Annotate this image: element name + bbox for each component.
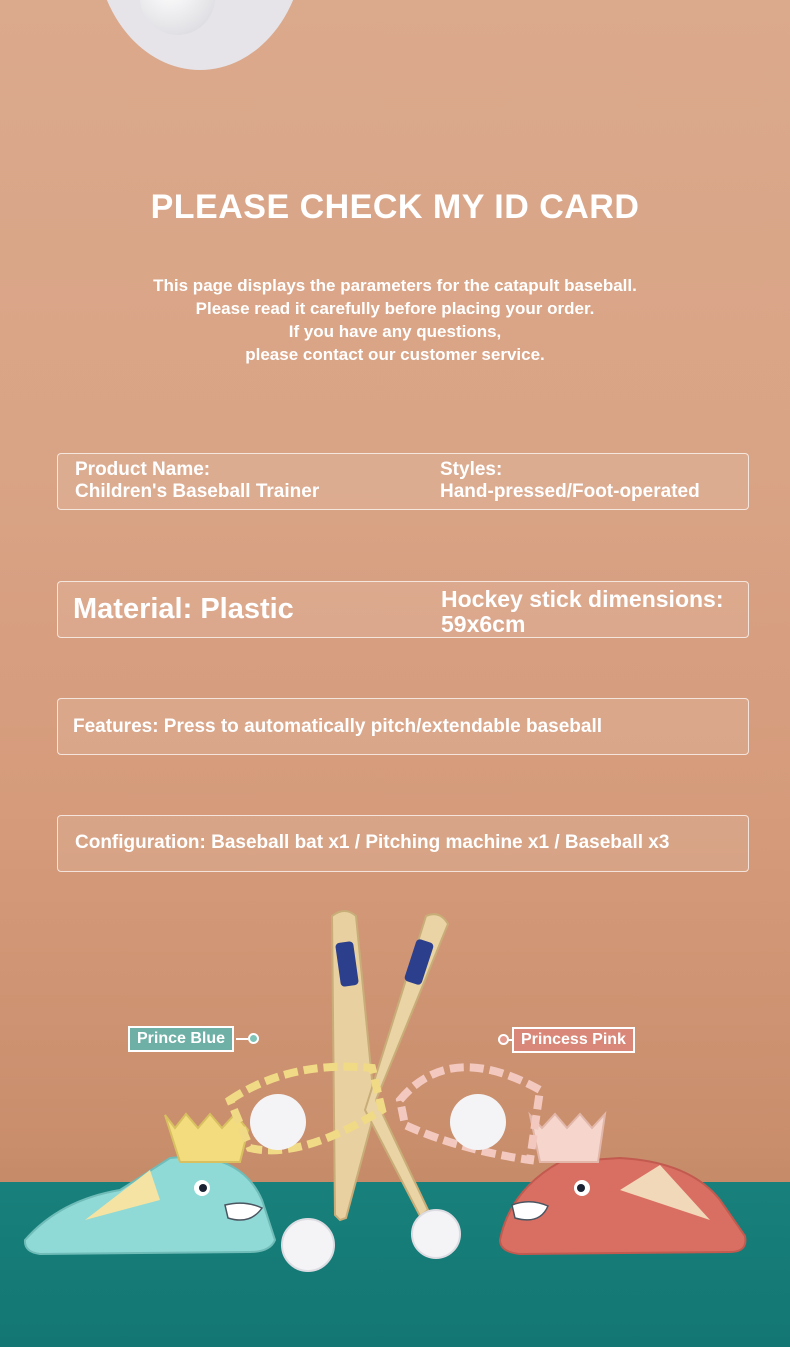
intro-line: Please read it carefully before placing your order.	[195, 299, 595, 318]
intro-line: This page displays the parameters for the catapult baseball.	[153, 276, 637, 295]
features-text: Features: Press to automatically pitch/extendable baseball	[73, 716, 603, 737]
stick-dimensions-label: Hockey stick dimensions:	[441, 586, 724, 612]
product-image	[0, 900, 790, 1347]
intro-line: If you have any questions,	[288, 322, 502, 341]
tag-dot	[248, 1033, 259, 1044]
variant-tag-princess-pink: Princess Pink	[512, 1027, 635, 1053]
page-title: PLEASE CHECK MY ID CARD	[150, 188, 640, 226]
product-name-label: Product Name:	[75, 459, 211, 480]
styles-value: Hand-pressed/Foot-operated	[440, 481, 700, 502]
tag-dot	[498, 1034, 509, 1045]
spec-box-name-styles	[57, 453, 749, 510]
intro-line: please contact our customer service.	[245, 345, 545, 364]
stick-dimensions-cell	[441, 587, 724, 637]
intro-text	[0, 274, 790, 366]
blue-pitching-machine	[25, 1067, 382, 1254]
styles-cell	[440, 459, 700, 503]
variant-tag-prince-blue: Prince Blue	[128, 1026, 234, 1052]
bat-right	[365, 914, 448, 1216]
product-name-cell	[75, 459, 319, 503]
spec-box-material	[57, 581, 749, 638]
product-name-value: Children's Baseball Trainer	[75, 481, 320, 502]
stick-dimensions-value: 59x6cm	[441, 611, 526, 637]
baseball	[412, 1210, 460, 1258]
baseball	[282, 1219, 334, 1271]
material-text: Material: Plastic	[73, 593, 294, 625]
spec-box-configuration	[57, 815, 749, 872]
tag-connector	[236, 1038, 248, 1040]
configuration-text: Configuration: Baseball bat x1 / Pitching machine x1 / Baseball x3	[75, 832, 670, 853]
spec-box-features	[57, 698, 749, 755]
styles-label: Styles:	[440, 459, 503, 480]
